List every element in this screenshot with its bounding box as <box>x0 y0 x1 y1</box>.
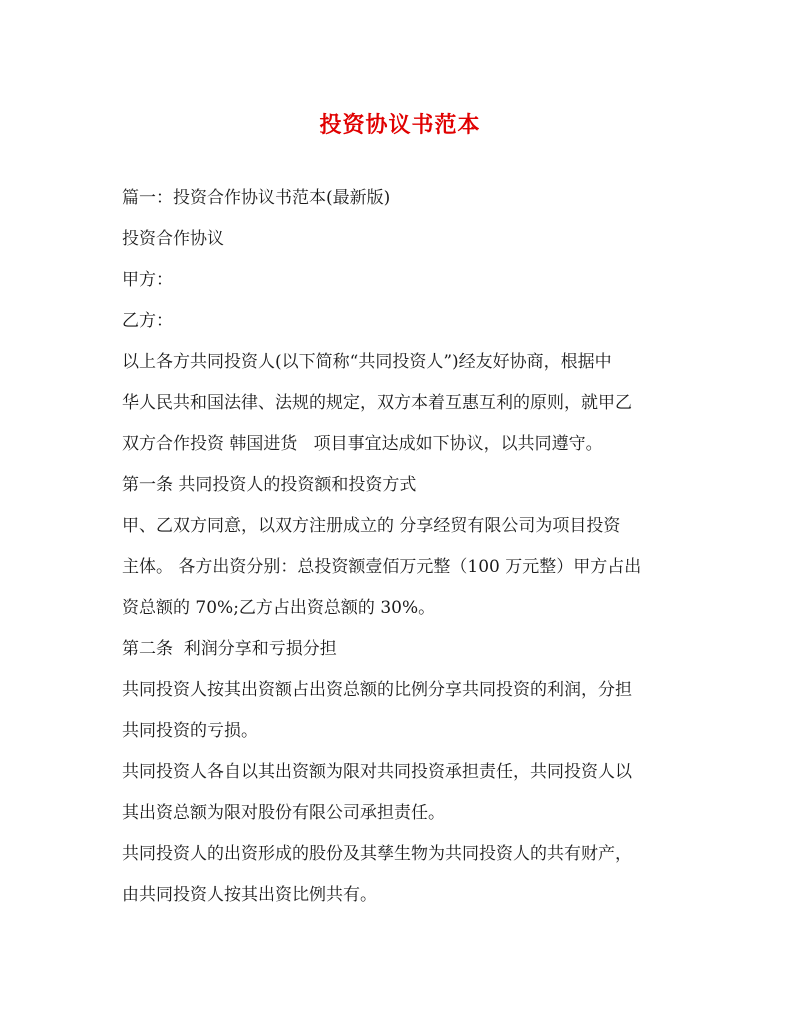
paragraph-line: 共同投资人按其出资额占出资总额的比例分享共同投资的利润，分担 <box>122 680 632 700</box>
paragraph <box>122 178 682 219</box>
paragraph-line: 篇一：投资合作协议书范本(最新版) <box>122 188 391 208</box>
document-body <box>122 178 682 916</box>
paragraph-line: 共同投资人各自以其出资额为限对共同投资承担责任，共同投资人以 <box>122 762 632 782</box>
paragraph-line: 共同投资人的出资形成的股份及其孳生物为共同投资人的共有财产， <box>122 844 632 864</box>
paragraph-line: 投资合作协议 <box>122 229 224 249</box>
paragraph <box>122 260 682 301</box>
paragraph-line: 甲方： <box>122 270 173 290</box>
paragraph-line: 共同投资的亏损。 <box>122 721 258 741</box>
paragraph-line: 华人民共和国法律、法规的规定，双方本着互惠互利的原则，就甲乙 <box>122 393 632 413</box>
paragraph <box>122 506 682 629</box>
document-title: 投资协议书范本 <box>319 112 481 138</box>
paragraph-line: 乙方： <box>122 311 173 331</box>
paragraph-line: 第二条 利润分享和亏损分担 <box>122 639 337 659</box>
paragraph-line: 由共同投资人按其出资比例共有。 <box>122 885 377 905</box>
paragraph <box>122 301 682 342</box>
paragraph <box>122 752 682 834</box>
paragraph <box>122 219 682 260</box>
paragraph <box>122 834 682 916</box>
paragraph-line: 甲、乙双方同意，以双方注册成立的 分享经贸有限公司为项目投资 <box>122 516 621 536</box>
paragraph-line: 双方合作投资 韩国进货 项目事宜达成如下协议，以共同遵守。 <box>122 434 603 454</box>
paragraph <box>122 629 682 670</box>
paragraph <box>122 465 682 506</box>
paragraph-line: 主体。 各方出资分别：总投资额壹佰万元整（100 万元整）甲方占出 <box>122 557 642 577</box>
paragraph-line: 第一条 共同投资人的投资额和投资方式 <box>122 475 417 495</box>
paragraph-line: 资总额的 70%;乙方占出资总额的 30%。 <box>122 598 436 618</box>
paragraph-line: 以上各方共同投资人(以下简称“共同投资人”)经友好协商，根据中 <box>122 352 612 372</box>
paragraph <box>122 342 682 465</box>
paragraph-line: 其出资总额为限对股份有限公司承担责任。 <box>122 803 445 823</box>
paragraph <box>122 670 682 752</box>
